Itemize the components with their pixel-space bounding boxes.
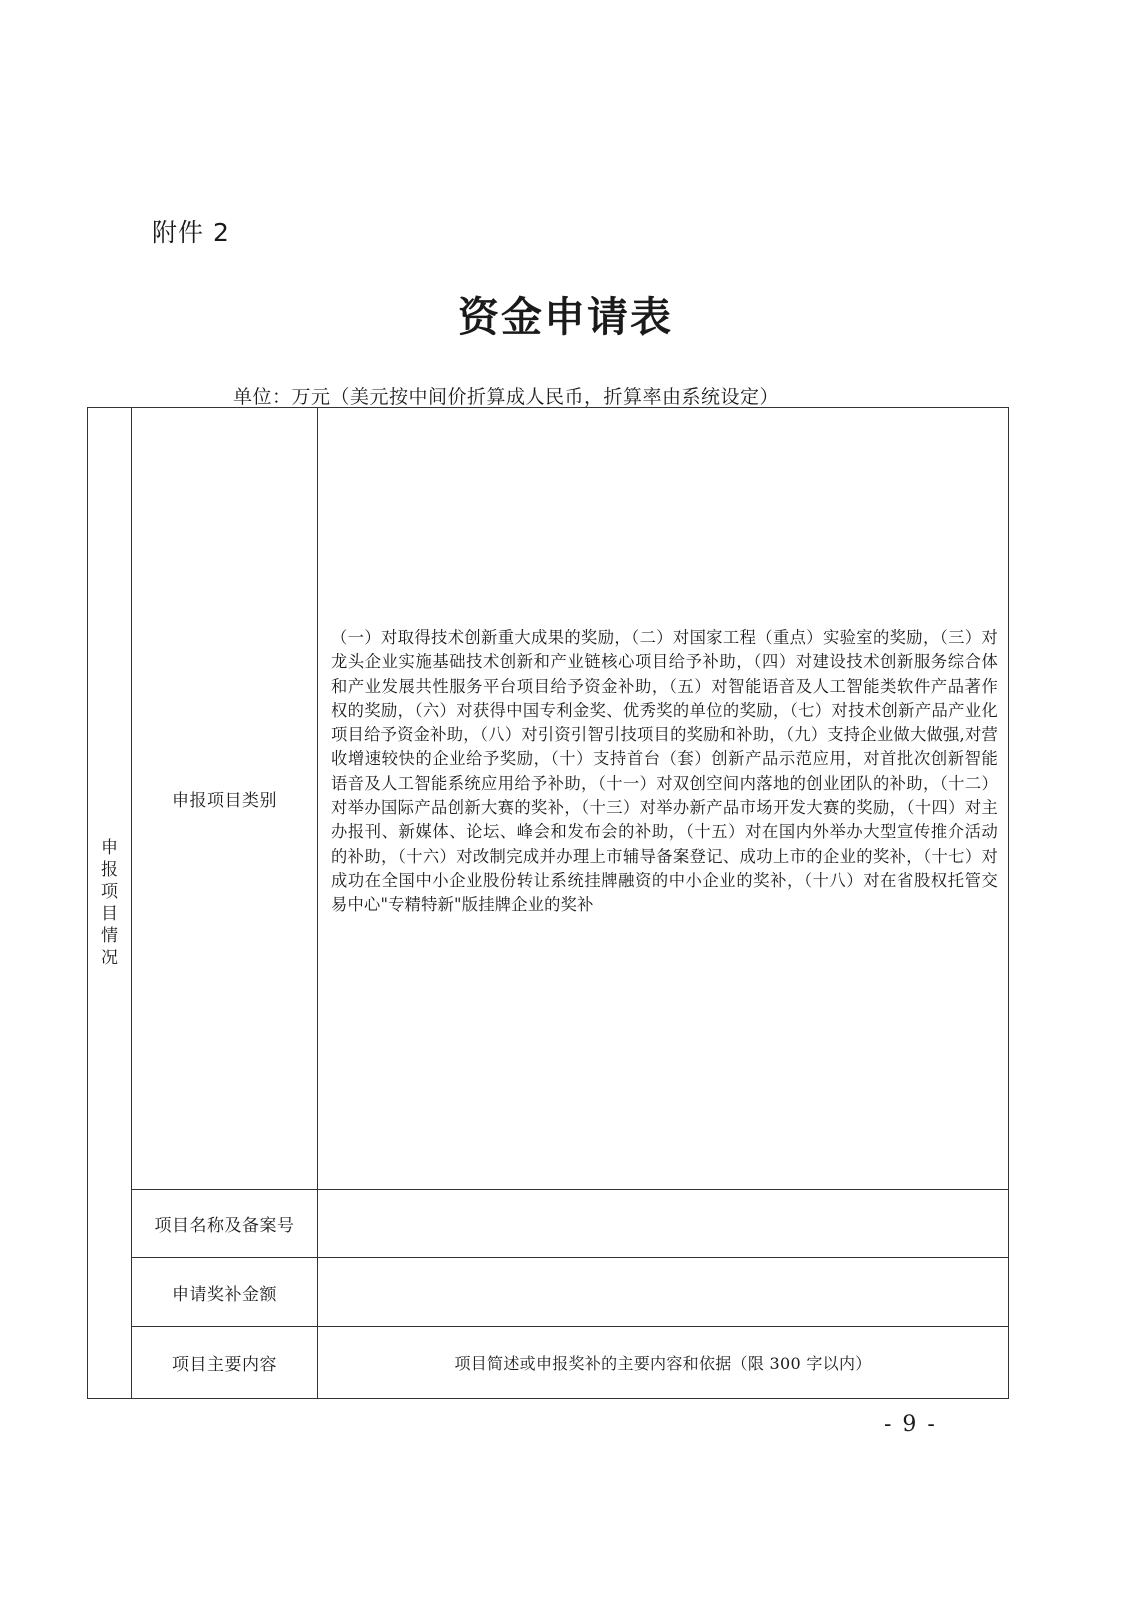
category-value-text: （一）对取得技术创新重大成果的奖励，（二）对国家工程（重点）实验室的奖励，（三）对龙头企业实施基础技术创新和产业链核心项目给予补助，（四）对建设技术创新服务综合体和产业发展共性服务平台项目给予资金补助，（五）对智能语音及人工智能类软件产品著作权的奖励，（六）对获得中国专利金奖、优秀奖的单位的奖励，（七）对技术创新产品产业化项目给予资金补助，（八）对引资引智引技项目的奖励和补助，（九）支持企业做大做强,对营收增速较快的企业给予奖励，（十）支持首台（套）创新产品示范应用，对首批次创新智能语音及人工智能系统应用给予补助，（十一）对双创空间内落地的创业团队的补助，（十二）对举办国际产品创新大赛的奖补，（十三）对举办新产品市场开发大赛的奖励，（十四）对主办报刊、新媒体、论坛、峰会和发布会的补助，（十五）对在国内外举办大型宣传推介活动的补助，（十六）对改制完成并办理上市辅导备案登记、成功上市的企业的奖补，（十七）对成功在全国中小企业股份转让系统挂牌融资的中小企业的奖补，（十八）对在省股权托管交易中心"专精特新"版挂牌企业的奖补 xyxy=(331,628,998,915)
table-row-main-content xyxy=(88,1327,1009,1399)
form-title: 资金申请表 xyxy=(458,293,673,341)
table-row-subsidy-amount xyxy=(88,1258,1009,1327)
category-label: 申报项目类别 xyxy=(132,408,318,1190)
subsidy-amount-label: 申请奖补金额 xyxy=(132,1258,318,1327)
project-name-label: 项目名称及备案号 xyxy=(132,1190,318,1258)
page-number: - 9 - xyxy=(884,1412,937,1437)
unit-note: 单位：万元（美元按中间价折算成人民币，折算率由系统设定） xyxy=(233,386,780,408)
subsidy-amount-field[interactable] xyxy=(318,1258,1009,1327)
table-row-project-name xyxy=(88,1190,1009,1258)
section-side-label xyxy=(88,408,132,1399)
main-content-label: 项目主要内容 xyxy=(132,1327,318,1399)
table-row-category xyxy=(88,408,1009,1190)
section-side-label-text: 申报项目情况 xyxy=(101,838,118,968)
category-value-cell[interactable] xyxy=(318,408,1009,1190)
project-name-field[interactable] xyxy=(318,1190,1009,1258)
main-content-field[interactable]: 项目简述或申报奖补的主要内容和依据（限 300 字以内） xyxy=(318,1327,1009,1399)
attachment-label: 附件 2 xyxy=(152,218,230,247)
application-form-table xyxy=(87,407,1009,1399)
